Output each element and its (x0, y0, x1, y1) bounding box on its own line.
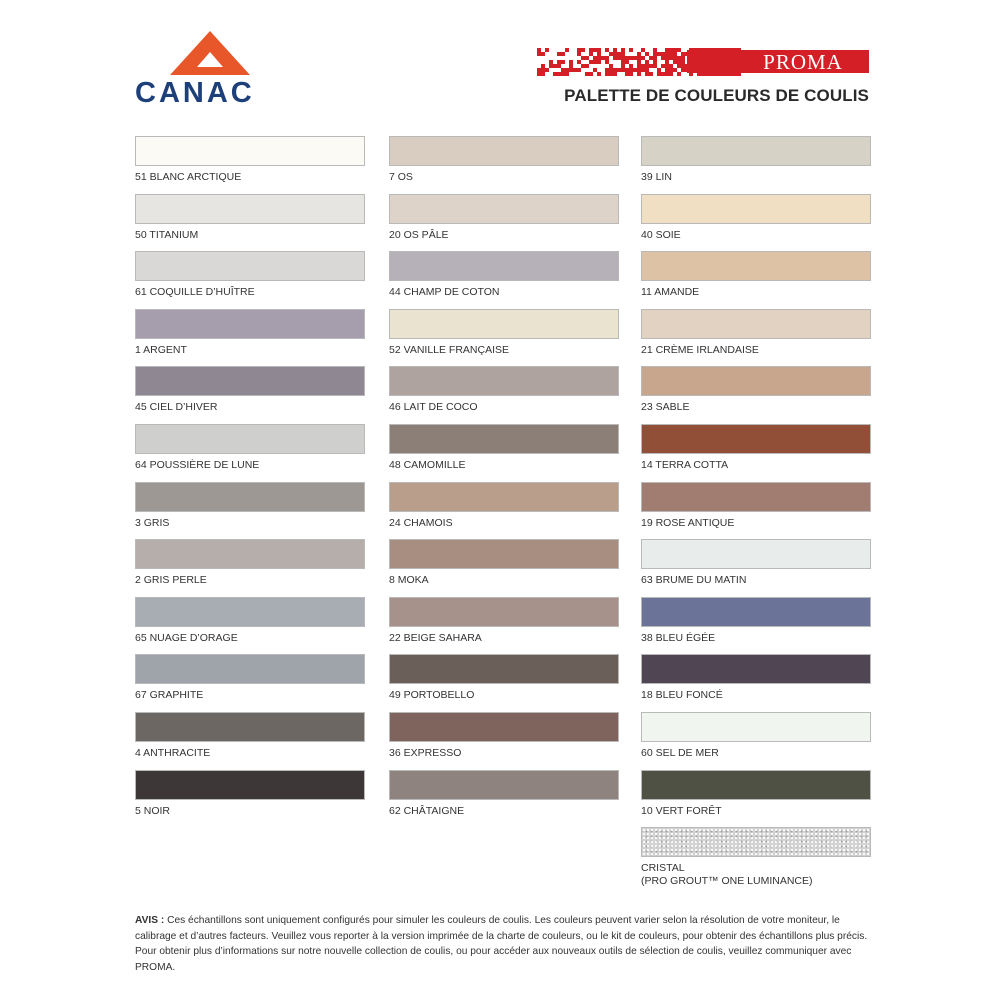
color-swatch (641, 654, 871, 684)
color-swatch (135, 712, 365, 742)
color-swatch (135, 654, 365, 684)
swatch-item (641, 597, 871, 655)
swatch-item (641, 424, 871, 482)
color-swatch (389, 366, 619, 396)
color-swatch (641, 827, 871, 857)
swatch-item (135, 712, 365, 770)
color-swatch (641, 309, 871, 339)
color-swatch (389, 712, 619, 742)
swatch-item (641, 770, 871, 828)
swatch-column-1 (135, 136, 365, 827)
swatch-label: 45 CIEL D’HIVER (135, 401, 218, 414)
swatch-item (389, 251, 619, 309)
color-swatch (389, 539, 619, 569)
swatch-item (389, 194, 619, 252)
swatch-label: 62 CHÂTAIGNE (389, 804, 465, 817)
swatch-label: 67 GRAPHITE (135, 689, 204, 702)
swatch-label: 21 CRÈME IRLANDAISE (641, 343, 759, 356)
swatch-item (641, 136, 871, 194)
swatch-label: 46 LAIT DE COCO (389, 401, 478, 414)
swatch-label: 23 SABLE (641, 401, 690, 414)
swatch-label: 40 SOIE (641, 228, 681, 241)
swatch-item (389, 539, 619, 597)
checker-pattern-icon (537, 48, 742, 76)
swatch-label: 63 BRUME DU MATIN (641, 574, 747, 587)
swatch-item (389, 136, 619, 194)
swatch-sublabel: (PRO GROUT™ ONE LUMINANCE) (641, 875, 813, 888)
color-swatch (641, 366, 871, 396)
swatch-item (135, 366, 365, 424)
canac-triangle-icon (169, 30, 251, 76)
canac-logo (135, 30, 285, 110)
color-swatch (389, 770, 619, 800)
swatch-label: 65 NUAGE D’ORAGE (135, 631, 238, 644)
page-title: PALETTE DE COULEURS DE COULIS (564, 86, 869, 105)
color-swatch (389, 597, 619, 627)
color-swatch (135, 251, 365, 281)
swatch-item (135, 597, 365, 655)
swatch-label: 14 TERRA COTTA (641, 458, 729, 471)
swatch-item (135, 539, 365, 597)
color-swatch (641, 712, 871, 742)
color-swatch (389, 251, 619, 281)
swatch-label: 38 BLEU ÉGÉE (641, 631, 716, 644)
color-swatch (135, 770, 365, 800)
swatch-label: 24 CHAMOIS (389, 516, 453, 529)
swatch-label: 8 MOKA (389, 574, 429, 587)
swatch-item (641, 654, 871, 712)
logo-wordmark: CANAC (135, 77, 255, 109)
swatch-label: 51 BLANC ARCTIQUE (135, 171, 242, 183)
swatch-label: 36 EXPRESSO (389, 746, 462, 759)
notice (135, 913, 870, 975)
swatch-label: 60 SEL DE MER (641, 746, 719, 759)
color-swatch (135, 539, 365, 569)
swatch-item (389, 309, 619, 367)
swatch-label: 48 CAMOMILLE (389, 458, 466, 471)
swatch-item (641, 194, 871, 252)
color-swatch (389, 424, 619, 454)
swatch-item (389, 424, 619, 482)
swatch-item (641, 366, 871, 424)
color-swatch (641, 251, 871, 281)
swatch-item (641, 309, 871, 367)
color-swatch (389, 194, 619, 224)
swatch-label: 39 LIN (641, 171, 672, 183)
swatch-item (641, 482, 871, 540)
swatch-label: 7 OS (389, 171, 413, 183)
color-swatch (389, 309, 619, 339)
swatch-item (389, 597, 619, 655)
swatch-column-2 (389, 136, 619, 827)
swatch-label: 5 NOIR (135, 804, 171, 817)
swatch-item (641, 827, 871, 888)
swatch-label: 52 VANILLE FRANÇAISE (389, 343, 510, 356)
swatch-label: 3 GRIS (135, 516, 170, 529)
swatch-label: CRISTAL (641, 862, 685, 875)
swatch-item (135, 654, 365, 712)
color-swatch (389, 136, 619, 166)
swatch-label: 50 TITANIUM (135, 228, 199, 241)
swatch-item (389, 654, 619, 712)
swatch-item (389, 712, 619, 770)
swatch-label: 64 POUSSIÈRE DE LUNE (135, 458, 260, 471)
swatch-item (135, 136, 365, 194)
swatch-item (641, 712, 871, 770)
swatch-label: 22 BEIGE SAHARA (389, 631, 482, 644)
swatch-label: 2 GRIS PERLE (135, 574, 207, 587)
swatch-label: 20 OS PÂLE (389, 228, 449, 241)
color-swatch (641, 424, 871, 454)
swatch-item (389, 482, 619, 540)
swatch-column-3 (641, 136, 871, 888)
swatch-item (135, 309, 365, 367)
color-swatch (135, 366, 365, 396)
swatch-label: 10 VERT FORÊT (641, 804, 722, 817)
color-swatch (389, 654, 619, 684)
swatch-item (389, 366, 619, 424)
swatch-label: 61 COQUILLE D’HUÎTRE (135, 286, 255, 299)
swatch-label: 11 AMANDE (641, 286, 700, 299)
notice-text: Ces échantillons sont uniquement configurés pour simuler les couleurs de coulis. Les couleurs peuvent varier selon la résolution de votre moniteur, le calibrage et d’autres facteurs. Veuillez vous reporter à la version imprimée de la charte de couleurs, ou le kit de couleurs, pour obtenir des échantillons plus précis. Pour obtenir plus d’informations sur notre nouvelle collection de coulis, ou pour accéder aux nouveaux outils de sélection de coulis, veuillez communiquer avec PROMA. (135, 915, 868, 973)
color-swatch (135, 194, 365, 224)
color-swatch (135, 309, 365, 339)
color-swatch (641, 194, 871, 224)
color-swatch (641, 136, 871, 166)
color-swatch (641, 482, 871, 512)
swatch-item (135, 194, 365, 252)
color-swatch (135, 136, 365, 166)
swatch-item (389, 770, 619, 828)
swatch-label: 1 ARGENT (135, 343, 187, 356)
swatch-item (641, 251, 871, 309)
swatch-label: 44 CHAMP DE COTON (389, 286, 500, 299)
swatch-label: 19 ROSE ANTIQUE (641, 516, 735, 529)
proma-banner (537, 48, 869, 76)
color-swatch (641, 770, 871, 800)
notice-label: AVIS : (135, 915, 165, 926)
color-swatch (135, 482, 365, 512)
swatch-item (641, 539, 871, 597)
proma-brand: PROMA (737, 50, 869, 73)
swatch-item (135, 770, 365, 828)
swatch-item (135, 482, 365, 540)
color-swatch (135, 424, 365, 454)
swatch-label: 49 PORTOBELLO (389, 689, 475, 702)
swatch-item (135, 251, 365, 309)
swatch-item (135, 424, 365, 482)
color-swatch (641, 597, 871, 627)
color-swatch (389, 482, 619, 512)
swatch-label: 4 ANTHRACITE (135, 746, 211, 759)
swatch-label: 18 BLEU FONCÉ (641, 689, 723, 702)
color-swatch (641, 539, 871, 569)
color-swatch (135, 597, 365, 627)
